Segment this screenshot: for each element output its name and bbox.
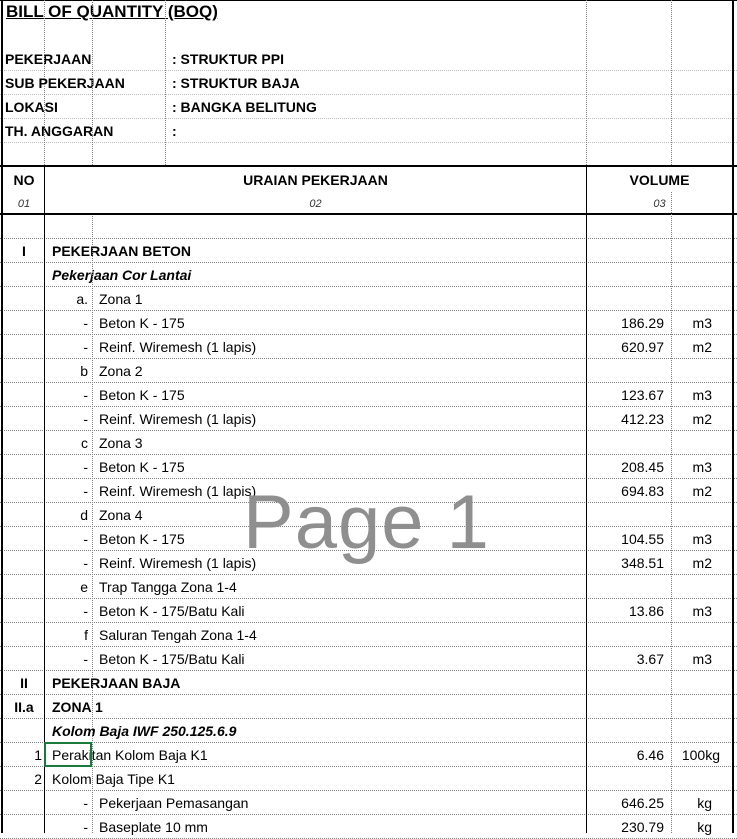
row-volume[interactable]: 3.67: [636, 651, 664, 667]
row-sub[interactable]: b: [80, 363, 88, 379]
row-unit[interactable]: [672, 695, 712, 719]
info-value[interactable]: : BANGKA BELITUNG: [172, 99, 317, 115]
row-volume[interactable]: [587, 719, 664, 743]
row-description[interactable]: Beton K - 175/Batu Kali: [99, 651, 245, 667]
row-unit[interactable]: m2: [692, 339, 712, 355]
header-top-border: [0, 165, 737, 167]
row-unit[interactable]: m2: [692, 555, 712, 571]
row-description[interactable]: Zona 4: [99, 507, 143, 523]
info-label: LOKASI: [5, 99, 58, 115]
table-row: [0, 239, 737, 263]
row-description[interactable]: Kolom Baja Tipe K1: [52, 771, 175, 787]
row-no[interactable]: [4, 479, 44, 503]
table-row: [0, 359, 737, 383]
row-description[interactable]: Zona 2: [99, 363, 143, 379]
row-sub[interactable]: -: [83, 531, 88, 547]
table-row: [0, 719, 737, 743]
table-row: [0, 791, 737, 815]
row-unit[interactable]: m3: [692, 315, 712, 331]
row-description[interactable]: Reinf. Wiremesh (1 lapis): [99, 483, 257, 499]
row-sub[interactable]: a.: [76, 291, 88, 307]
row-unit[interactable]: m2: [692, 411, 712, 427]
row-no[interactable]: [4, 647, 44, 671]
row-no[interactable]: [4, 335, 44, 359]
row-description[interactable]: Beton K - 175: [99, 531, 185, 547]
row-volume[interactable]: [587, 767, 664, 791]
row-description[interactable]: Beton K - 175: [99, 315, 185, 331]
row-sub[interactable]: -: [83, 795, 88, 811]
row-sub[interactable]: -: [83, 555, 88, 571]
row-unit[interactable]: [672, 431, 712, 455]
header-no: NO: [13, 172, 35, 188]
row-sub[interactable]: e: [80, 579, 88, 595]
row-sub[interactable]: -: [83, 603, 88, 619]
row-volume[interactable]: [587, 239, 664, 263]
row-no[interactable]: [4, 503, 44, 527]
table-row: [0, 623, 737, 647]
row-description[interactable]: PEKERJAAN BETON: [52, 243, 191, 259]
row-no[interactable]: [4, 287, 44, 311]
info-row: [0, 71, 737, 95]
table-row: [0, 215, 737, 239]
row-volume[interactable]: 412.23: [621, 411, 664, 427]
row-no[interactable]: [4, 359, 44, 383]
header-volume: VOLUME: [629, 172, 690, 188]
row-sub[interactable]: [45, 215, 88, 239]
table-row: [0, 263, 737, 287]
table-row: [0, 695, 737, 719]
row-volume[interactable]: [587, 695, 664, 719]
row-unit[interactable]: [672, 575, 712, 599]
row-no[interactable]: II.a: [14, 699, 34, 715]
table-row: [0, 311, 737, 335]
table-row: [0, 815, 737, 839]
table-row: [0, 551, 737, 575]
table-row: [0, 503, 737, 527]
grid-line-sub: [92, 216, 93, 833]
info-label: PEKERJAAN: [5, 51, 92, 67]
row-no[interactable]: [4, 263, 44, 287]
row-no[interactable]: [4, 215, 44, 239]
row-no[interactable]: 1: [34, 747, 42, 763]
row-description[interactable]: Saluran Tengah Zona 1-4: [99, 627, 257, 643]
row-volume[interactable]: [587, 623, 664, 647]
row-volume[interactable]: 6.46: [636, 747, 664, 763]
info-row: [0, 47, 737, 71]
table-row: [0, 383, 737, 407]
table-row: [0, 671, 737, 695]
row-volume[interactable]: 230.79: [621, 819, 664, 835]
table-row: [0, 767, 737, 791]
row-unit[interactable]: m3: [692, 603, 712, 619]
row-volume[interactable]: [587, 263, 664, 287]
row-unit[interactable]: [672, 263, 712, 287]
row-unit[interactable]: m3: [692, 387, 712, 403]
row-unit[interactable]: kg: [697, 819, 712, 835]
row-description[interactable]: Kolom Baja IWF 250.125.6.9: [52, 723, 237, 739]
row-sub[interactable]: c: [81, 435, 88, 451]
page-title: BILL OF QUANTITY (BOQ): [6, 2, 218, 21]
left-border: [1, 0, 3, 833]
table-row: [0, 599, 737, 623]
row-unit[interactable]: kg: [697, 795, 712, 811]
row-sub[interactable]: -: [83, 483, 88, 499]
row-no[interactable]: [4, 623, 44, 647]
table-row: [0, 287, 737, 311]
row-no[interactable]: [4, 383, 44, 407]
row-sub[interactable]: d: [80, 507, 88, 523]
row-sub[interactable]: -: [83, 819, 88, 835]
row-no[interactable]: [4, 455, 44, 479]
row-description[interactable]: Beton K - 175/Batu Kali: [99, 603, 245, 619]
info-value[interactable]: : STRUKTUR PPI: [172, 51, 284, 67]
row-unit[interactable]: [672, 767, 712, 791]
row-no[interactable]: [4, 815, 44, 839]
row-no[interactable]: [4, 599, 44, 623]
row-volume[interactable]: 620.97: [621, 339, 664, 355]
row-unit[interactable]: [672, 359, 712, 383]
row-sub[interactable]: -: [83, 459, 88, 475]
row-unit[interactable]: 100kg: [681, 747, 720, 763]
grid-line-top-4: [586, 0, 587, 165]
info-row: [0, 95, 737, 119]
grid-line-top-1: [44, 0, 45, 165]
info-label: SUB PEKERJAAN: [5, 75, 125, 91]
row-unit[interactable]: [672, 239, 712, 263]
grid-line-top-2: [92, 0, 93, 165]
row-volume[interactable]: 13.86: [628, 603, 664, 619]
row-unit[interactable]: m3: [692, 531, 712, 547]
row-volume[interactable]: 123.67: [621, 387, 664, 403]
row-volume[interactable]: [587, 575, 664, 599]
table-row: [0, 575, 737, 599]
row-unit[interactable]: m3: [692, 459, 712, 475]
table-row: [0, 479, 737, 503]
row-sub[interactable]: f: [84, 627, 88, 643]
row-sub[interactable]: -: [83, 339, 88, 355]
row-unit[interactable]: [672, 503, 712, 527]
row-volume[interactable]: [587, 431, 664, 455]
table-row: [0, 431, 737, 455]
row-sub[interactable]: -: [83, 651, 88, 667]
info-row: [0, 119, 737, 143]
row-volume[interactable]: 646.25: [621, 795, 664, 811]
col-number-3: 03: [653, 198, 666, 210]
row-description[interactable]: Baseplate 10 mm: [99, 819, 208, 835]
row-unit[interactable]: [672, 623, 712, 647]
table-row: [0, 407, 737, 431]
row-no[interactable]: II: [20, 675, 28, 691]
row-volume[interactable]: [587, 215, 664, 239]
row-volume[interactable]: 208.45: [621, 459, 664, 475]
row-volume[interactable]: 186.29: [621, 315, 664, 331]
grid-line-top-5: [671, 0, 672, 165]
row-no[interactable]: [4, 431, 44, 455]
row-no[interactable]: [4, 575, 44, 599]
row-sub[interactable]: -: [83, 315, 88, 331]
right-border: [732, 0, 734, 833]
row-description[interactable]: PEKERJAAN BAJA: [52, 675, 181, 691]
row-no[interactable]: [4, 791, 44, 815]
table-row: [0, 743, 737, 767]
table-row: [0, 455, 737, 479]
row-sub[interactable]: -: [83, 411, 88, 427]
row-unit[interactable]: [672, 719, 712, 743]
row-description[interactable]: Reinf. Wiremesh (1 lapis): [99, 411, 257, 427]
header-uraian: URAIAN PEKERJAAN: [243, 172, 388, 188]
row-volume[interactable]: [587, 671, 664, 695]
row-description[interactable]: Beton K - 175: [99, 459, 185, 475]
col-number-1: 01: [17, 198, 31, 210]
table-row: [0, 647, 737, 671]
row-no[interactable]: 2: [34, 771, 42, 787]
row-volume[interactable]: 104.55: [621, 531, 664, 547]
row-description[interactable]: Pekerjaan Pemasangan: [99, 795, 249, 811]
row-volume[interactable]: [587, 287, 664, 311]
row-description[interactable]: Pekerjaan Cor Lantai: [52, 267, 192, 283]
row-no[interactable]: [4, 311, 44, 335]
row-unit[interactable]: m3: [692, 651, 712, 667]
row-volume[interactable]: [587, 359, 664, 383]
row-no[interactable]: [4, 551, 44, 575]
row-no[interactable]: [4, 407, 44, 431]
row-description[interactable]: ZONA 1: [52, 699, 103, 715]
page-watermark: Page 1: [243, 480, 490, 565]
info-value[interactable]: : STRUKTUR BAJA: [172, 75, 300, 91]
row-description[interactable]: Zona 3: [99, 435, 143, 451]
row-volume[interactable]: 348.51: [621, 555, 664, 571]
row-unit[interactable]: [672, 287, 712, 311]
row-no[interactable]: I: [22, 243, 26, 259]
grid-line-unit: [671, 192, 672, 833]
row-unit[interactable]: [672, 671, 712, 695]
grid-line-no: [44, 167, 45, 833]
row-description[interactable]: Beton K - 175: [99, 387, 185, 403]
table-row: [0, 335, 737, 359]
grid-line-top-3: [165, 0, 166, 165]
row-unit[interactable]: m2: [692, 483, 712, 499]
row-description[interactable]: Zona 1: [99, 291, 143, 307]
row-description[interactable]: Trap Tangga Zona 1-4: [99, 579, 237, 595]
col-number-2: 02: [309, 198, 322, 210]
row-volume[interactable]: 694.83: [621, 483, 664, 499]
selected-cell[interactable]: [44, 742, 92, 767]
row-unit[interactable]: [672, 215, 712, 239]
info-label: TH. ANGGARAN: [5, 123, 114, 139]
row-volume[interactable]: [587, 503, 664, 527]
info-value[interactable]: :: [172, 123, 177, 139]
row-description[interactable]: Reinf. Wiremesh (1 lapis): [99, 555, 257, 571]
row-sub[interactable]: -: [83, 387, 88, 403]
grid-line-volume: [586, 167, 587, 833]
row-description[interactable]: Perakitan Kolom Baja K1: [52, 747, 208, 763]
row-no[interactable]: [4, 527, 44, 551]
row-no[interactable]: [4, 719, 44, 743]
table-row: [0, 527, 737, 551]
row-description[interactable]: Reinf. Wiremesh (1 lapis): [99, 339, 257, 355]
